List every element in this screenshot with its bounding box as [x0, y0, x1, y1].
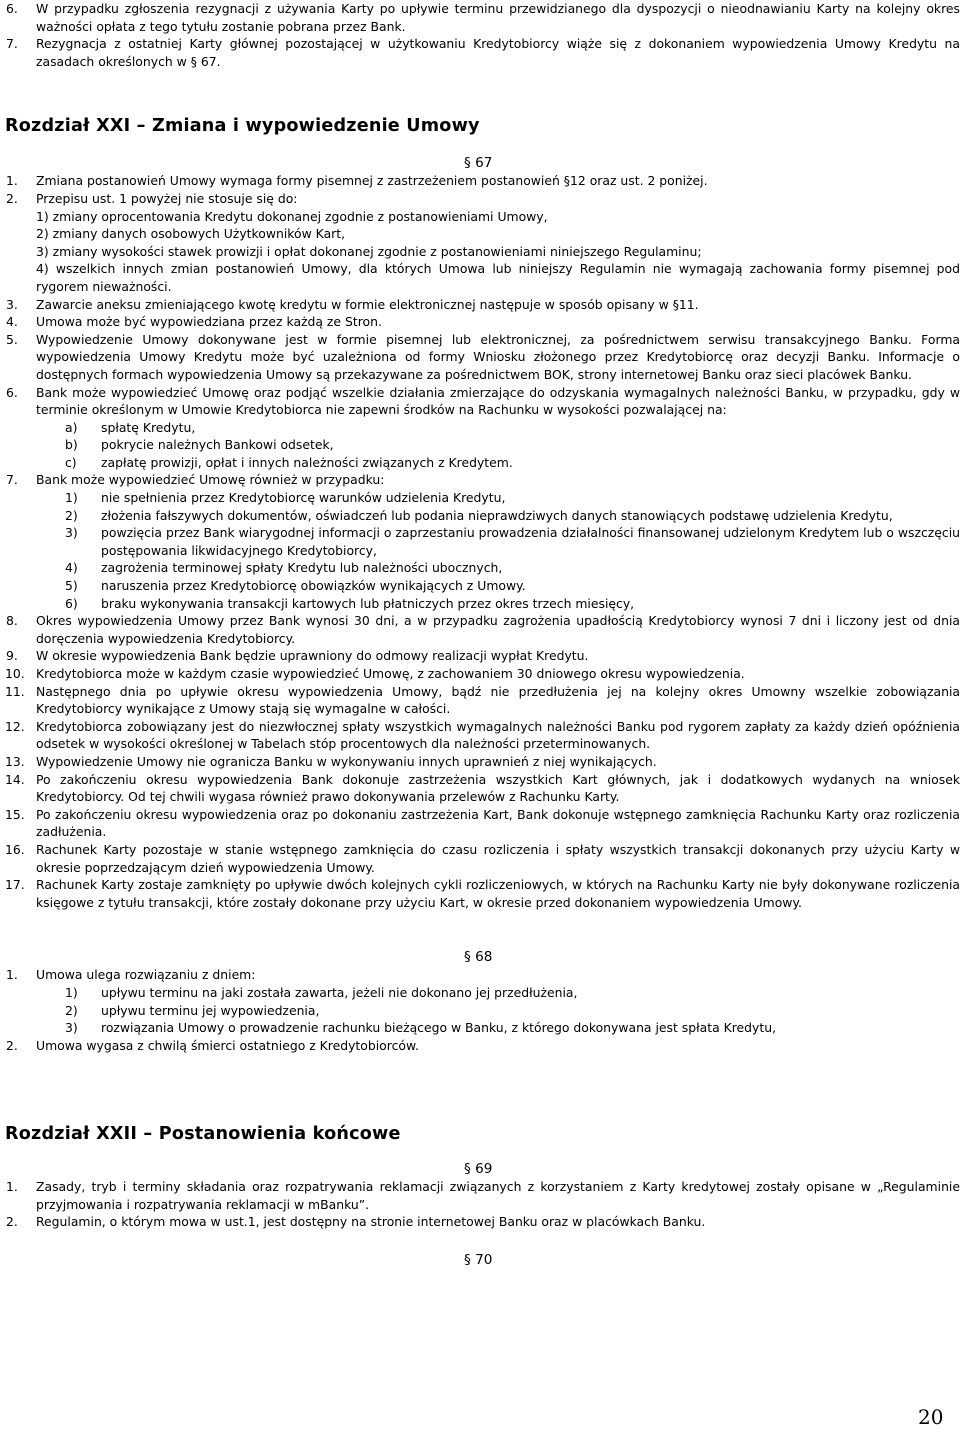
- list-item: 6. W przypadku zgłoszenia rezygnacji z używania Karty po upływie terminu przewidzianego dla dyspozycji o nieodnawianiu Karty na kolejny okres ważności opłata z tego tytułu zostanie pobrana przez Bank.: [6, 1, 960, 34]
- chapter-heading: Rozdział XXI – Zmiana i wypowiedzenie Umowy: [5, 116, 480, 137]
- list-item: 2. Umowa wygasa z chwilą śmierci ostatniego z Kredytobiorców.: [6, 1037, 419, 1053]
- paragraph-mark: § 67: [464, 155, 493, 172]
- list-item: 3. Zawarcie aneksu zmieniającego kwotę kredytu w formie elektronicznej następuje w sposób opisany w §11.: [6, 296, 699, 312]
- sub-item: 1) nie spełnienia przez Kredytobiorcę warunków udzielenia Kredytu,: [65, 490, 506, 506]
- section-68: [0, 966, 960, 1054]
- list-item: 7. Bank może wypowiedzieć Umowę również w przypadku:: [6, 472, 385, 488]
- sub-item: 4) wszelkich innych zmian postanowień Umowy, dla których Umowa lub niniejszy Regulamin nie wymagają zachowania formy pisemnej pod rygorem nieważności.: [36, 261, 960, 294]
- sub-item: 3) powzięcia przez Bank wiarygodnej informacji o zaprzestaniu prowadzenia działalności finansowanej udzielonym Kredytem lub o wszczęciu postępowania likwidacyjnego Kredytobiorcy,: [65, 525, 960, 558]
- sub-item: 1) zmiany oprocentowania Kredytu dokonanej zgodnie z postanowieniami Umowy,: [36, 208, 548, 224]
- list-item: 9. W okresie wypowiedzenia Bank będzie uprawniony do odmowy realizacji wypłat Kredytu.: [6, 648, 589, 664]
- sub-item: 2) upływu terminu jej wypowiedzenia,: [65, 1002, 320, 1018]
- sub-item: 2) zmiany danych osobowych Użytkowników Kart,: [36, 226, 346, 242]
- sub-item: 3) zmiany wysokości stawek prowizji i opłat dokonanej zgodnie z postanowieniami niniejszego Regulaminu;: [36, 243, 702, 259]
- sub-item: 4) zagrożenia terminowej spłaty Kredytu lub należności ubocznych,: [65, 560, 503, 576]
- list-item: 2. Przepisu ust. 1 powyżej nie stosuje się do:: [6, 190, 298, 206]
- sub-item: 6) braku wykonywania transakcji kartowych lub płatniczych przez okres trzech miesięcy,: [65, 595, 635, 611]
- list-item: 8. Okres wypowiedzenia Umowy przez Bank wynosi 30 dni, a w przypadku zagrożenia upadłością Kredytobiorcy wynosi 7 dni i liczony jest od dnia doręczenia wypowiedzenia Kredytobiorcy.: [6, 613, 960, 646]
- list-item: 11. Następnego dnia po upływie okresu wypowiedzenia Umowy, bądź nie przedłużenia jej na kolejny okres Umowny wszelkie zobowiązania Kredytobiorcy wynikające z Umowy stają się wymagalne w całości.: [5, 683, 960, 717]
- page-number: 20: [918, 1405, 944, 1429]
- sub-item: 1) upływu terminu na jaki została zawarta, jeżeli nie dokonano jej przedłużenia,: [65, 984, 578, 1000]
- list-item: 12. Kredytobiorca zobowiązany jest do niezwłocznej spłaty wszystkich wymagalnych należności Banku pod rygorem zapłaty za każdy dzień opóźnienia odsetek w wysokości określonej w Tabelach stóp procentowych dla należności przeterminowanych.: [5, 718, 960, 752]
- list-item: 1. Zasady, tryb i terminy składania oraz rozpatrywania reklamacji związanych z korzystaniem z Karty kredytowej zostały opisane w „Regulaminie przyjmowania i rozpatrywania reklamacji w mBanku”.: [6, 1179, 960, 1212]
- list-item: 1. Zmiana postanowień Umowy wymaga formy pisemnej z zastrzeżeniem postanowień §12 oraz ust. 2 poniżej.: [6, 173, 708, 189]
- section-69: [0, 1178, 960, 1231]
- paragraph-mark: § 68: [464, 949, 493, 966]
- list-item: 1. Umowa ulega rozwiązaniu z dniem:: [6, 967, 256, 983]
- list-item: 17. Rachunek Karty zostaje zamknięty po upływie dwóch kolejnych cykli rozliczeniowych, w których na Rachunku Karty nie były dokonywane rozliczenia księgowe z tytułu transakcji, które zostały dokonane przy użyciu Kart, w okresie przed dokonaniem wypowiedzenia Umowy.: [5, 877, 960, 910]
- sub-item: 3) rozwiązania Umowy o prowadzenie rachunku bieżącego w Banku, z którego dokonywana jest spłata Kredytu,: [65, 1020, 777, 1036]
- list-item: 10. Kredytobiorca może w każdym czasie wypowiedzieć Umowę, z zachowaniem 30 dniowego okresu wypowiedzenia.: [5, 666, 745, 681]
- paragraph-mark: § 70: [464, 1252, 493, 1269]
- sub-item: 2) złożenia fałszywych dokumentów, oświadczeń lub podania nieprawdziwych danych stanowiących podstawę udzielenia Kredytu,: [65, 507, 893, 523]
- list-item: 13. Wypowiedzenie Umowy nie ogranicza Banku w wykonywaniu innych uprawnień z niej wynikających.: [5, 753, 657, 769]
- list-item: 4. Umowa może być wypowiedziana przez każdą ze Stron.: [6, 314, 382, 330]
- list-item: 14. Po zakończeniu okresu wypowiedzenia Bank dokonuje zastrzeżenia wszystkich Kart głównych, jak i dodatkowych wydanych na wniosek Kredytobiorcy. Od tej chwili wygasa również prawo dokonywania przelewów z Rachunku Karty.: [5, 771, 960, 805]
- sub-item: 5) naruszenia przez Kredytobiorcę obowiązków wynikających z Umowy.: [65, 578, 526, 594]
- section-67: [0, 172, 960, 911]
- chapter-heading: Rozdział XXII – Postanowienia końcowe: [5, 1124, 401, 1145]
- paragraph-mark: § 69: [464, 1161, 493, 1178]
- list-item: 16. Rachunek Karty pozostaje w stanie wstępnego zamknięcia do czasu rozliczenia i spłaty wszystkich transakcji dokonanych przy użyciu Karty w okresie poprzedzającym dzień wypowiedzenia Umowy.: [5, 841, 960, 875]
- top-items: [0, 0, 960, 70]
- list-item: 7. Rezygnacja z ostatniej Karty głównej pozostającej w użytkowaniu Kredytobiorcy wiąże się z dokonaniem wypowiedzenia Umowy Kredytu na zasadach określonych w § 67.: [6, 36, 960, 69]
- list-item: 15. Po zakończeniu okresu wypowiedzenia oraz po dokonaniu zastrzeżenia Kart, Bank dokonuje wstępnego zamknięcia Rachunku Karty oraz rozliczenia zadłużenia.: [5, 806, 960, 840]
- list-item: 2. Regulamin, o którym mowa w ust.1, jest dostępny na stronie internetowej Banku oraz w placówkach Banku.: [6, 1214, 706, 1230]
- sub-item: c) zapłatę prowizji, opłat i innych należności związanych z Kredytem.: [65, 454, 513, 470]
- sub-item: a) spłatę Kredytu,: [65, 419, 196, 435]
- list-item: 5. Wypowiedzenie Umowy dokonywane jest w formie pisemnej lub elektronicznej, za pośrednictwem serwisu transakcyjnego Banku. Forma wypowiedzenia Umowy Kredytu może być uzależniona od formy Wniosku złożonego przez Kredytobiorcę oraz decyzji Banku. Informacje o dostępnych formach wypowiedzenia Umowy są przekazywane za pośrednictwem BOK, strony internetowej Banku oraz sieci placówek Banku.: [6, 331, 960, 382]
- list-item: 6. Bank może wypowiedzieć Umowę oraz podjąć wszelkie działania zmierzające do odzyskania wymagalnych należności Banku, w przypadku, gdy w terminie określonym w Umowie Kredytobiorca nie zapewni środków na Rachunku w wysokości pozwalającej na:: [6, 384, 960, 418]
- sub-item: b) pokrycie należnych Bankowi odsetek,: [65, 437, 334, 453]
